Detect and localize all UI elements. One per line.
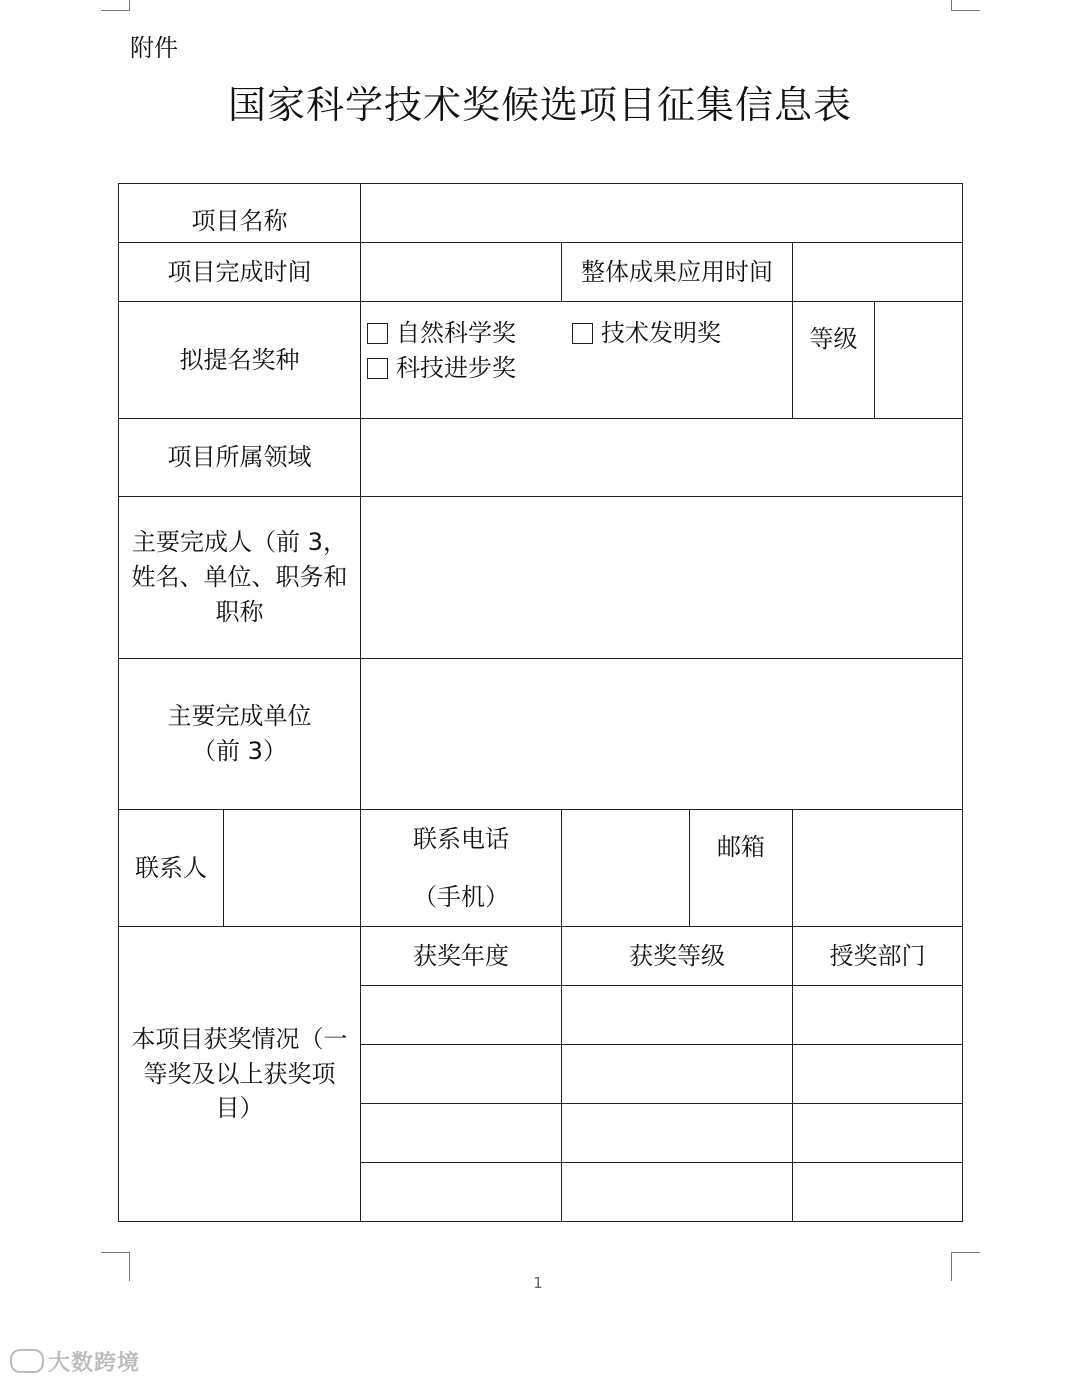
- award-year-cell[interactable]: [361, 1104, 562, 1163]
- option-label: 科技进步奖: [396, 353, 516, 382]
- row-contact: [119, 810, 963, 927]
- award-grade-cell[interactable]: [562, 986, 793, 1045]
- option-sci-tech-progress[interactable]: [367, 351, 516, 386]
- awards-col-department: 授奖部门: [793, 927, 963, 986]
- option-technical-invention[interactable]: [572, 316, 721, 351]
- option-label: 技术发明奖: [601, 319, 721, 347]
- crop-mark-top-right: [951, 0, 980, 11]
- info-form-table: [118, 183, 963, 1222]
- field-value[interactable]: [361, 419, 963, 497]
- award-type-options: [361, 302, 793, 419]
- field-label: 项目所属领域: [119, 419, 361, 497]
- row-main-units: [119, 659, 963, 810]
- award-year-cell[interactable]: [361, 1045, 562, 1104]
- email-label: 邮箱: [690, 810, 793, 927]
- award-department-cell[interactable]: [793, 1104, 963, 1163]
- contact-field[interactable]: [224, 810, 361, 927]
- award-year-cell[interactable]: [361, 986, 562, 1045]
- main-persons-label: 主要完成人（前 3，姓名、单位、职务和职称: [119, 497, 361, 659]
- row-project-name: [119, 184, 963, 243]
- award-year-cell[interactable]: [361, 1163, 562, 1222]
- row-time: [119, 243, 963, 302]
- completion-time-label: 项目完成时间: [119, 243, 361, 302]
- watermark: [10, 1346, 140, 1377]
- application-time-field[interactable]: [793, 243, 963, 302]
- row-field: [119, 419, 963, 497]
- main-units-field[interactable]: [361, 659, 963, 810]
- watermark-logo-icon: [10, 1349, 44, 1373]
- award-department-cell[interactable]: [793, 986, 963, 1045]
- awards-col-grade: 获奖等级: [562, 927, 793, 986]
- project-name-field[interactable]: [361, 184, 963, 243]
- row-main-persons: [119, 497, 963, 659]
- checkbox-icon[interactable]: [367, 358, 388, 379]
- award-grade-cell[interactable]: [562, 1104, 793, 1163]
- email-field[interactable]: [793, 810, 963, 927]
- phone-label: 联系电话（手机）: [361, 810, 562, 927]
- award-grade-cell[interactable]: [562, 1163, 793, 1222]
- checkbox-icon[interactable]: [367, 323, 388, 344]
- watermark-text: 大数跨境: [48, 1351, 141, 1376]
- option-natural-science[interactable]: [367, 316, 516, 351]
- application-time-label: 整体成果应用时间: [562, 243, 793, 302]
- page-number: 1: [533, 1274, 543, 1292]
- page-title: 国家科学技术奖候选项目征集信息表: [227, 83, 852, 127]
- awards-col-year: 获奖年度: [361, 927, 562, 986]
- attachment-label: 附件: [130, 34, 178, 62]
- checkbox-icon[interactable]: [572, 323, 593, 344]
- option-label: 自然科学奖: [396, 319, 516, 347]
- award-department-cell[interactable]: [793, 1045, 963, 1104]
- award-type-label: 拟提名奖种: [119, 302, 361, 419]
- award-grade-cell[interactable]: [562, 1045, 793, 1104]
- award-department-cell[interactable]: [793, 1163, 963, 1222]
- project-name-label: 项目名称: [119, 184, 361, 243]
- crop-mark-top-left: [101, 0, 130, 11]
- awards-section-label: 本项目获奖情况（一等奖及以上获奖项目）: [119, 927, 361, 1222]
- completion-time-field[interactable]: [361, 243, 562, 302]
- row-awards-header: [119, 927, 963, 986]
- main-units-label: 主要完成单位（前 3）: [119, 659, 361, 810]
- contact-label: 联系人: [119, 810, 224, 927]
- grade-field[interactable]: [875, 302, 963, 419]
- row-award-type: [119, 302, 963, 419]
- grade-label: 等级: [793, 302, 875, 419]
- main-persons-field[interactable]: [361, 497, 963, 659]
- phone-field[interactable]: [562, 810, 690, 927]
